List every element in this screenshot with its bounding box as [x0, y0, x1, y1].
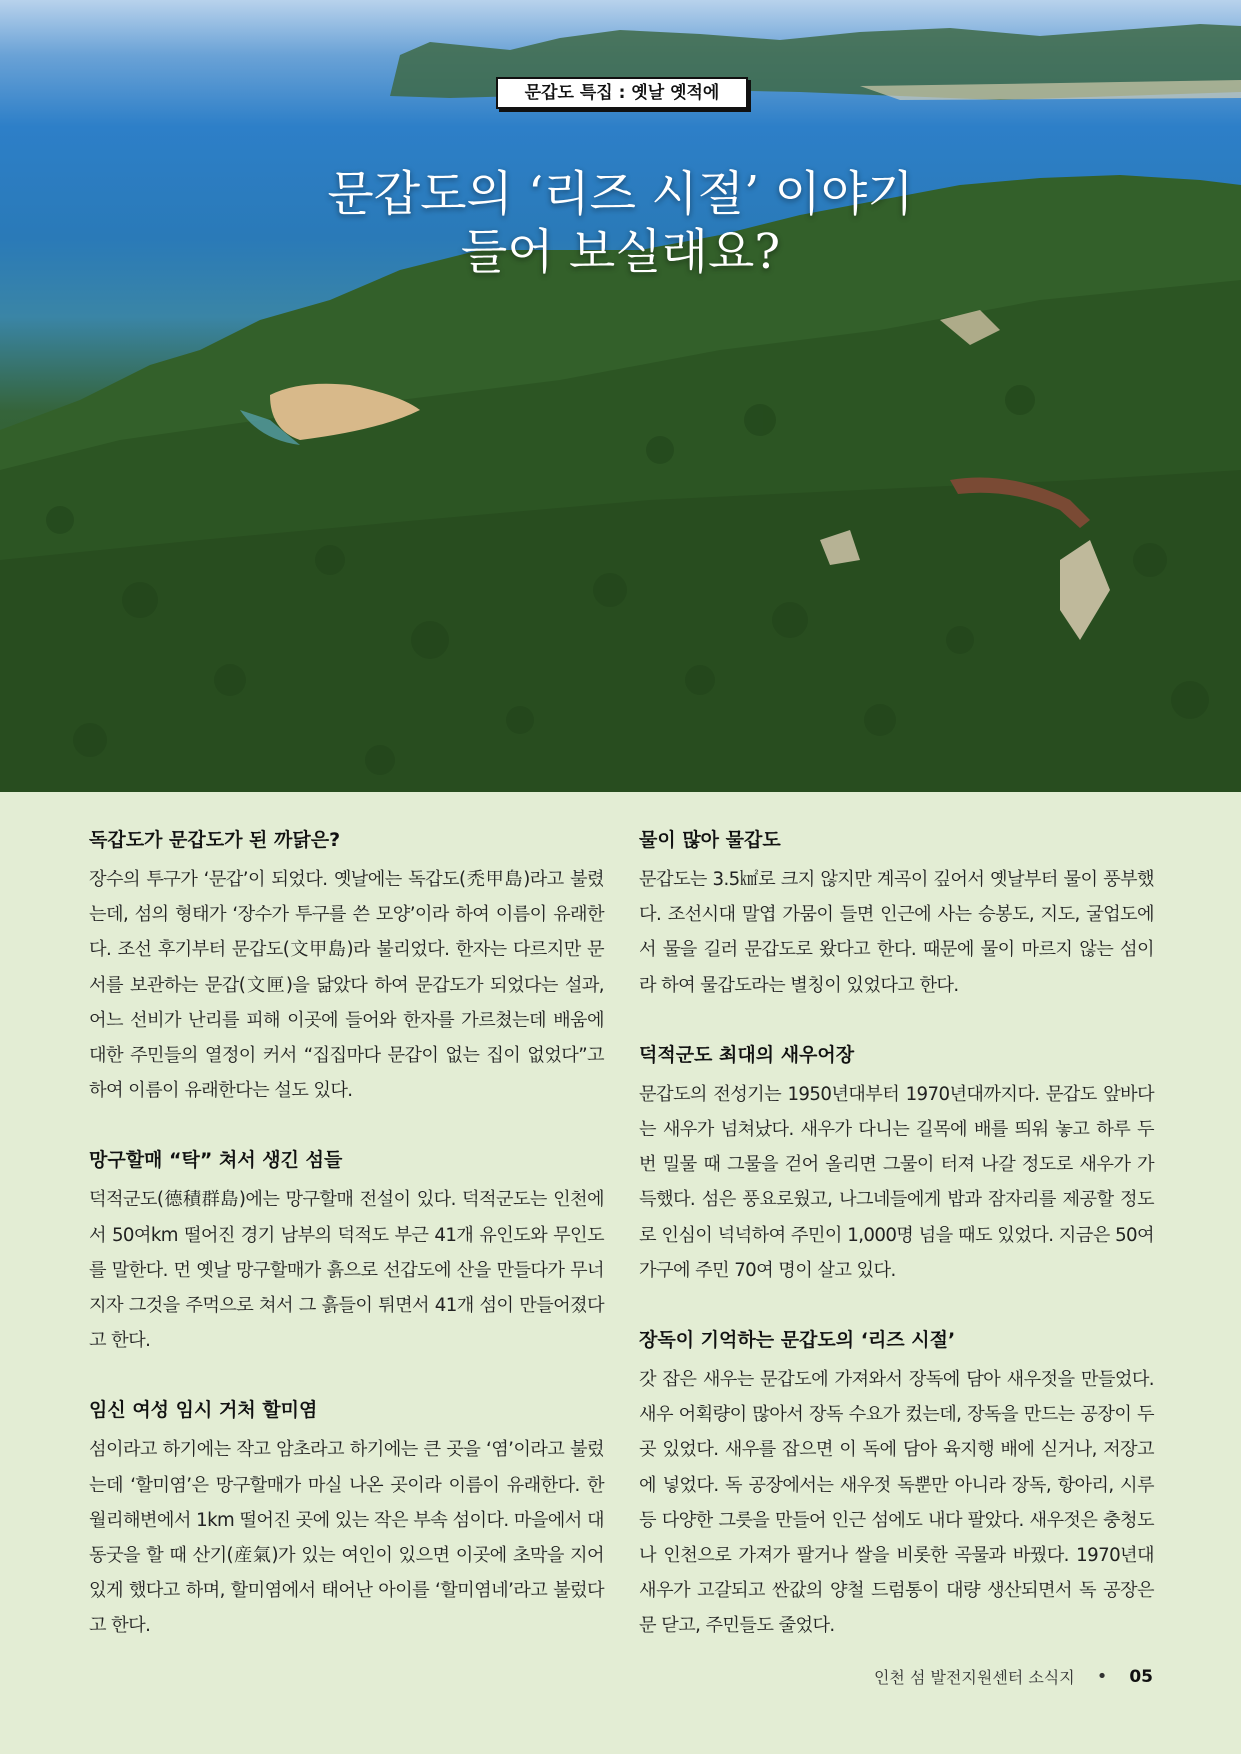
title-line-1: 문갑도의 ‘리즈 시절’ 이야기 [327, 166, 914, 222]
section-halmiyeom [89, 1396, 604, 1643]
section-mulgapdo [639, 826, 1154, 1003]
section-heading: 물이 많아 물갑도 [639, 829, 781, 851]
section-heading: 독갑도가 문갑도가 된 까닭은? [89, 829, 341, 851]
footer-separator: • [1096, 1666, 1108, 1687]
title-line-2: 들어 보실래요? [460, 224, 781, 280]
section-heading: 망구할매 “탁” 쳐서 생긴 섬들 [89, 1149, 343, 1172]
section-body: 문갑도의 전성기는 1950년대부터 1970년대까지다. 문갑도 앞바다는 새우가 넘쳐났다. 새우가 다니는 길목에 배를 띄워 놓고 하루 두 번 밀물 때 그물을 걷어 올리면 그물이 터져 나갈 정도로 새우가 가득했다. 섬은 풍요로웠고, 나그네들에게 밥과 잠자리를 제공할 정도로 인심이 넉넉하여 주민이 1,000명 넘을 때도 있었다. 지금은 50여 가구에 주민 70여 명이 살고 있다. [639, 1083, 1154, 1281]
section-body: 문갑도는 3.5㎢로 크지 않지만 계곡이 깊어서 옛날부터 물이 풍부했다. 조선시대 말엽 가뭄이 들면 인근에 사는 승봉도, 지도, 굴업도에서 물을 길러 문갑도로 왔다고 한다. 때문에 물이 마르지 않는 섬이라 하여 물갑도라는 별칭이 있었다고 한다. [639, 869, 1154, 996]
feature-badge: 문갑도 특집 : 옛날 옛적에 [496, 77, 748, 109]
section-body: 장수의 투구가 ‘문갑’이 되었다. 옛날에는 독갑도(禿甲島)라고 불렸는데, 섬의 형태가 ‘장수가 투구를 쓴 모양’이라 하여 이름이 유래한다. 조선 후기부터 문갑도(文甲島)라 불리었다. 한자는 다르지만 문서를 보관하는 문갑(文匣)을 닮았다 하여 문갑도가 되었다는 설과, 어느 선비가 난리를 피해 이곳에 들어와 한자를 가르쳤는데 배움에 대한 주민들의 열정이 커서 “집집마다 문갑이 없는 집이 없었다”고 하여 이름이 유래한다는 설도 있다. [89, 869, 604, 1102]
section-body: 갓 잡은 새우는 문갑도에 가져와서 장독에 담아 새우젓을 만들었다. 새우 어획량이 많아서 장독 수요가 컸는데, 장독을 만드는 공장이 두 곳 있었다. 새우를 잡으면 이 독에 담아 육지행 배에 싣거나, 저장고에 넣었다. 독 공장에서는 새우젓 독뿐만 아니라 장독, 항아리, 시루 등 다양한 그릇을 만들어 인근 섬에도 내다 팔았다. 새우젓은 충청도나 인천으로 가져가 팔거나 쌀을 비롯한 곡물과 바꿨다. 1970년대 새우가 고갈되고 싼값의 양철 드럼통이 대량 생산되면서 독 공장은 문 닫고, 주민들도 줄었다. [639, 1369, 1154, 1637]
section-mangu-halmae [89, 1146, 604, 1358]
section-jangdok [639, 1326, 1154, 1644]
hero-photo [0, 0, 1241, 792]
left-column [89, 826, 604, 1682]
right-column [639, 826, 1154, 1682]
publication-name: 인천 섬 발전지원센터 소식지 [873, 1668, 1075, 1687]
island-landscape-illustration [0, 0, 1241, 792]
section-heading: 장독이 기억하는 문갑도의 ‘리즈 시절’ [639, 1329, 956, 1352]
section-dokgapdo [89, 826, 604, 1108]
section-body: 섬이라고 하기에는 작고 암초라고 하기에는 큰 곳을 ‘염’이라고 불렀는데 ‘할미염’은 망구할매가 마실 나온 곳이라 이름이 유래한다. 한월리해변에서 1km 떨어진 곳에 있는 작은 부속 섬이다. 마을에서 대동굿을 할 때 산기(産氣)가 있는 여인이 있으면 이곳에 초막을 지어 있게 했다고 하며, 할미염에서 태어난 아이를 ‘할미염네’라고 불렀다고 한다. [89, 1439, 604, 1637]
section-shrimp-ground [639, 1041, 1154, 1288]
page-title [0, 165, 1241, 281]
section-heading: 덕적군도 최대의 새우어장 [639, 1043, 855, 1066]
section-body: 덕적군도(德積群島)에는 망구할매 전설이 있다. 덕적군도는 인천에서 50여km 떨어진 경기 남부의 덕적도 부근 41개 유인도와 무인도를 말한다. 먼 옛날 망구할매가 흙으로 선갑도에 산을 만들다가 무너지자 그것을 주먹으로 쳐서 그 흙들이 튀면서 41개 섬이 만들어졌다고 한다. [89, 1189, 604, 1352]
page-number: 05 [1129, 1666, 1153, 1687]
page-footer [874, 1665, 1153, 1688]
section-heading: 임신 여성 임시 거처 할미염 [89, 1399, 318, 1422]
